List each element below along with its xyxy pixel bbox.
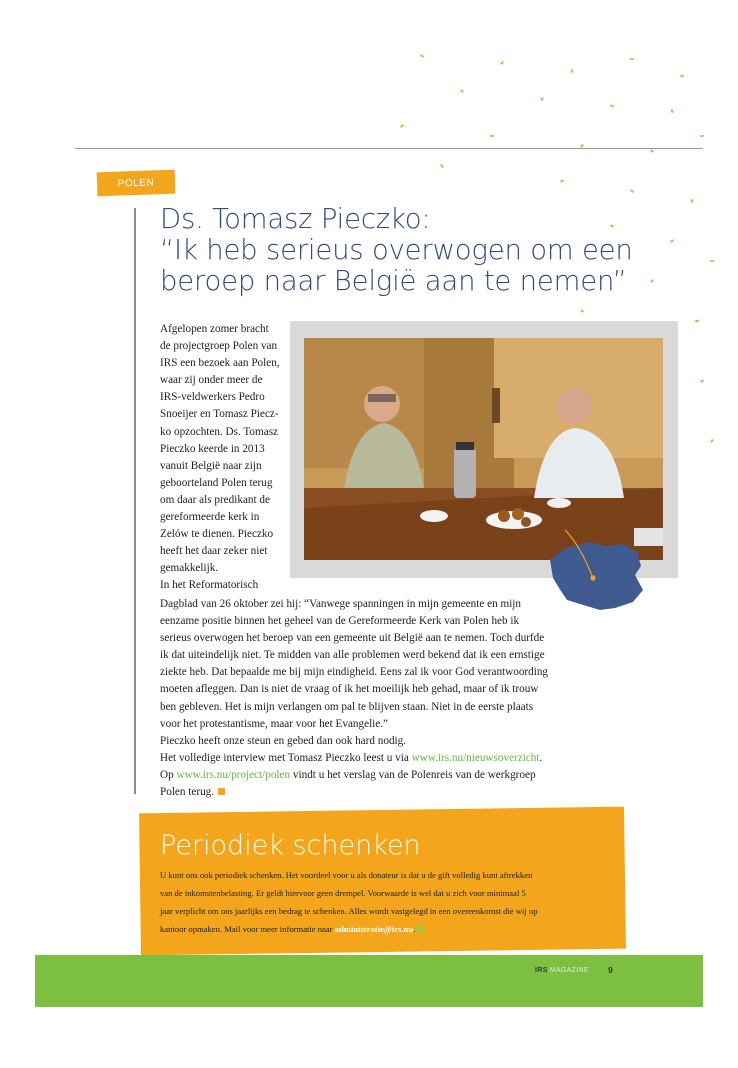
- article-intro-column: [160, 321, 300, 595]
- polen-project-link[interactable]: www.irs.nu/project/polen: [176, 768, 291, 781]
- text-line: moeten afleggen. Dan is niet de vraag of ik het moeilijk heb gehad, maar of ik trouw: [160, 683, 539, 696]
- article-side-rule: [134, 208, 136, 794]
- text-line: jaar verplicht om ons jaarlijks een bedrag te schenken. Alles wordt vastgelegd in een overeenkomst die wij op: [160, 906, 538, 916]
- interview-link[interactable]: www.irs.nu/nieuwsoverzicht: [411, 751, 540, 764]
- magazine-label: [535, 967, 589, 974]
- text-span: kantoor opmaken. Mail voor meer informatie naar: [160, 924, 335, 934]
- text-line: ben gebleven. Het is mijn verlangen om pal te blijven staan. Niet in de eerste plaats: [160, 700, 534, 713]
- donation-box-text: [160, 866, 620, 938]
- text-line: Zelów te dienen. Pieczko: [160, 528, 274, 541]
- text-line: IRS een bezoek aan Polen,: [160, 357, 280, 370]
- article-body: [160, 596, 560, 801]
- text-line: U kunt ons ook periodiek schenken. Het voordeel voor u als donateur is dat u de gift volledig kunt aftrekken: [160, 870, 533, 880]
- text-line: Snoeijer en Tomasz Piecz-: [160, 408, 279, 421]
- text-line: Pieczko heeft onze steun en gebed dan ook hard nodig.: [160, 734, 407, 747]
- text-span: Op: [160, 768, 177, 781]
- article-title: [160, 203, 633, 297]
- text-line: voor het protestantisme, maar voor het Evangelie.”: [160, 717, 389, 730]
- brand-name: IRS: [535, 967, 548, 974]
- footer-band: [35, 955, 703, 1007]
- text-line: serieus overwogen het beroep van een gemeente uit België aan te nemen. Toch durfde: [160, 632, 545, 645]
- title-line: beroep naar België aan te nemen”: [160, 265, 627, 297]
- end-square-icon: [218, 788, 225, 795]
- text-line: om daar als predikant de: [160, 493, 270, 506]
- section-tag: POLEN: [97, 170, 176, 197]
- text-span: .: [539, 751, 543, 764]
- title-line: “Ik heb serieus overwogen om een: [160, 234, 633, 266]
- title-line: Ds. Tomasz Pieczko:: [160, 203, 431, 235]
- text-line: In het Reformatorisch: [160, 579, 259, 592]
- text-line: vanuit België naar zijn: [160, 459, 262, 472]
- text-line: Afgelopen zomer bracht: [160, 323, 269, 335]
- text-line: heeft het daar zeker niet: [160, 545, 268, 558]
- donation-last-line: [160, 920, 620, 938]
- interview-line: [160, 750, 560, 767]
- email-link[interactable]: administratie@irs.nu: [334, 924, 414, 934]
- magazine-word: MAGAZINE: [549, 967, 589, 974]
- text-line: eenzame positie binnen het geheel van de Gereformeerde Kerk van Polen heb ik: [160, 615, 520, 628]
- text-line: Dagblad van 26 oktober zei hij: “Vanwege spanningen in mijn gemeente en mijn: [160, 598, 522, 610]
- text-line: geboorteland Polen terug: [160, 476, 273, 489]
- text-span: .: [413, 924, 416, 934]
- text-line: waar zij onder meer de: [160, 374, 263, 387]
- text-line: ik dat uiteindelijk niet. Te midden van alle problemen werd bekend dat ik een ernstige: [160, 649, 545, 662]
- text-line: IRS-veldwerkers Pedro: [160, 391, 265, 404]
- page-number: 9: [608, 965, 613, 975]
- text-line: ko opzochten. Ds. Tomasz: [160, 425, 279, 438]
- text-line: ziekte heb. Dat bepaalde me bij mijn eindigheid. Eens zal ik voor God verantwoording: [160, 666, 549, 679]
- poland-map: [545, 520, 650, 620]
- text-line: gemakkelijk.: [160, 562, 219, 575]
- text-line: gereformeerde kerk in: [160, 511, 260, 524]
- text-line: van de inkomstenbelasting. Er geldt hiervoor geen drempel. Voorwaarde is wel dat u zich voor minimaal 5: [160, 888, 526, 898]
- text-span: Polen terug.: [160, 786, 215, 799]
- donation-box-title: Periodiek schenken: [160, 830, 421, 861]
- text-line: de projectgroep Polen van: [160, 340, 278, 353]
- text-span: Het volledige interview met Tomasz Pieczko leest u via: [160, 751, 412, 764]
- report-line: [160, 767, 560, 784]
- text-span: vindt u het verslag van de Polenreis van de werkgroep: [290, 768, 536, 781]
- report-last-line: [160, 784, 560, 801]
- end-square-icon: [417, 926, 423, 932]
- text-line: Pieczko keerde in 2013: [160, 442, 265, 455]
